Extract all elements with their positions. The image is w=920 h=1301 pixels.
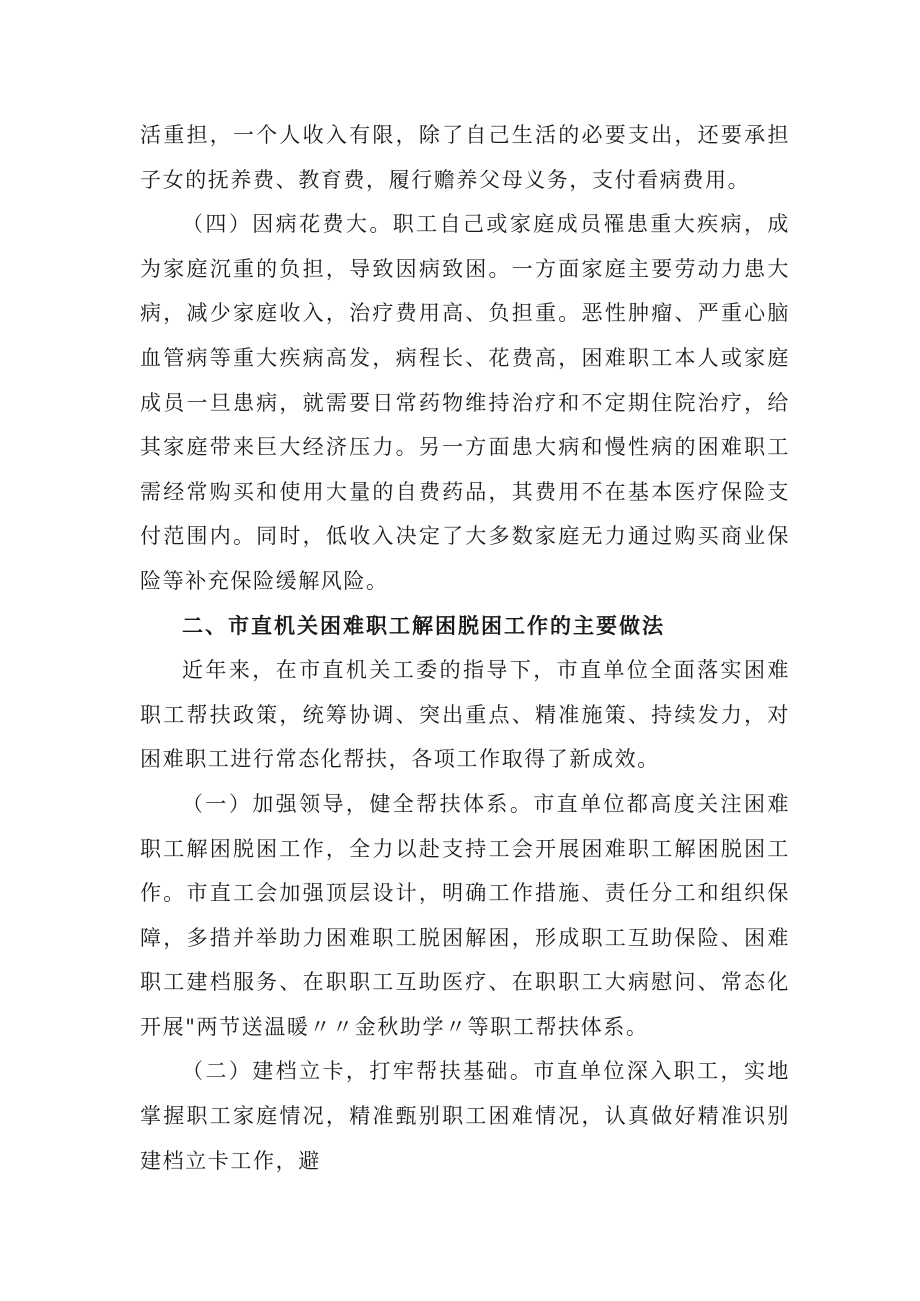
paragraph-continuation: 活重担，一个人收入有限，除了自己生活的必要支出，还要承担子女的抚养费、教育费，履行赡养父母义务，支付看病费用。: [140, 123, 790, 192]
paragraph-illness-cost: （四）因病花费大。职工自己或家庭成员罹患重大疾病，成为家庭沉重的负担，导致因病致困。一方面家庭主要劳动力患大病，减少家庭收入，治疗费用高、负担重。恶性肿瘤、严重心脑血管病等重大疾病高发，病程长、花费高，困难职工本人或家庭成员一旦患病，就需要日常药物维持治疗和不定期住院治疗，给其家庭带来巨大经济压力。另一方面患大病和慢性病的困难职工需经常购买和使用大量的自费药品，其费用不在基本医疗保险支付范围内。同时，低收入决定了大多数家庭无力通过购买商业保险等补充保险缓解风险。: [140, 212, 790, 593]
paragraph-filing: （二）建档立卡，打牢帮扶基础。市直单位深入职工，实地掌握职工家庭情况，精准甄别职工困难情况，认真做好精准识别建档立卡工作，避: [140, 1059, 790, 1173]
paragraph-intro: 近年来，在市直机关工委的指导下，市直单位全面落实困难职工帮扶政策，统筹协调、突出重点、精准施策、持续发力，对困难职工进行常态化帮扶，各项工作取得了新成效。: [140, 658, 790, 772]
paragraph-leadership: （一）加强领导，健全帮扶体系。市直单位都高度关注困难职工解困脱困工作，全力以赴支持工会开展困难职工解困脱困工作。市直工会加强顶层设计，明确工作措施、责任分工和组织保障，多措并举助力困难职工脱困解困，形成职工互助保险、困难职工建档服务、在职职工互助医疗、在职职工大病慰问、常态化开展"两节送温暖〃〃金秋助学〃等职工帮扶体系。: [140, 791, 790, 1039]
section-heading: 二、市直机关困难职工解困脱困工作的主要做法: [182, 613, 665, 638]
document-body: [140, 113, 790, 1183]
